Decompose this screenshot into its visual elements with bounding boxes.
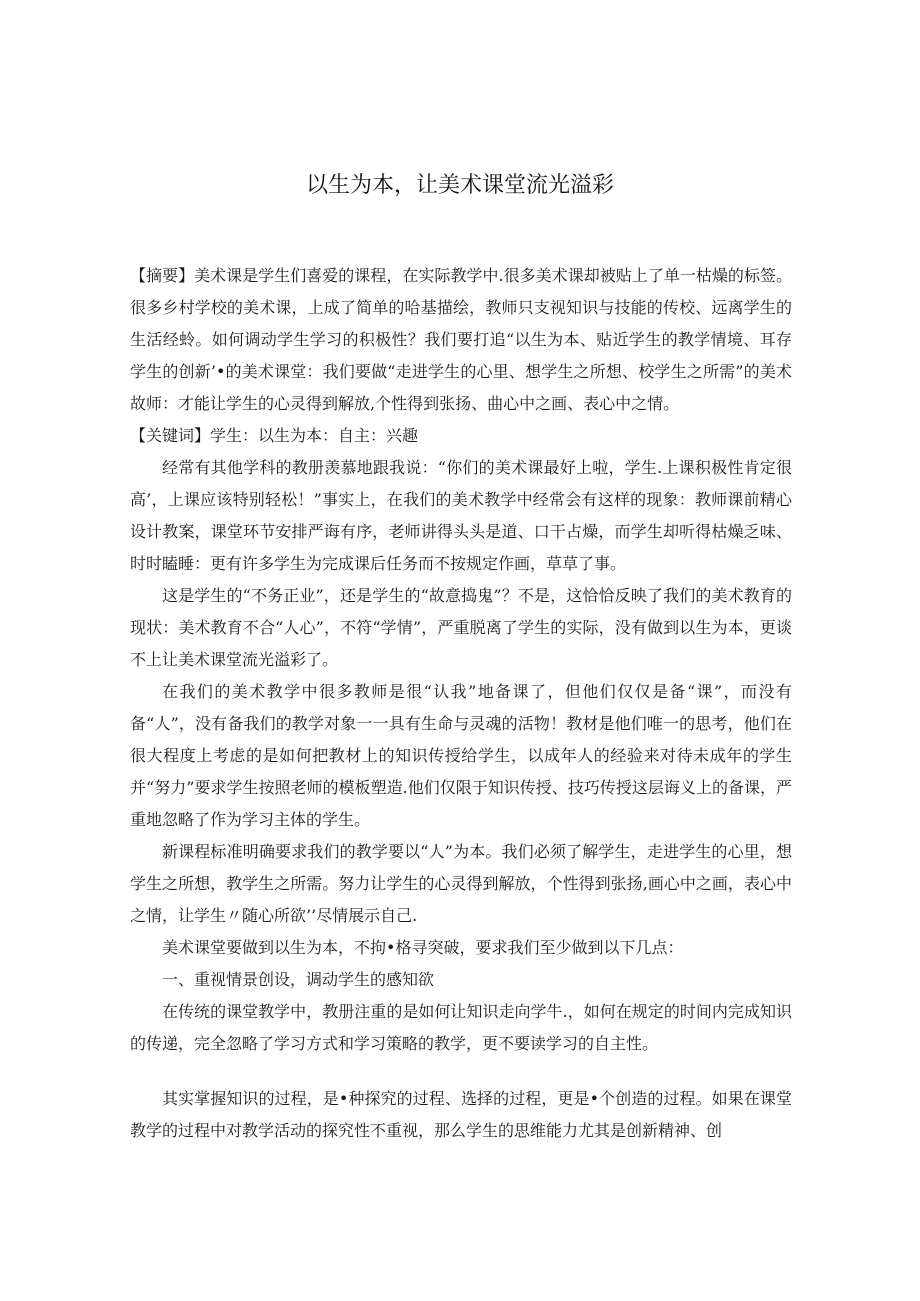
body-paragraph: 新课程标准明确要求我们的教学要以“人”为本。我们必须了解学生，走进学生的心里，想学生之所想，教学生之所需。努力让学生的心灵得到解放，个性得到张扬,画心中之画，表心中之情，让学生〃随心所欲’’尽情展示自己. bbox=[130, 842, 792, 925]
body-paragraph: 其实掌握知识的过程，是•种探究的过程、选择的过程，更是•个创造的过程。如果在课堂教学的过程中对教学活动的探究性不重视，那么学生的思维能力尤其是创新精神、创 bbox=[130, 1089, 792, 1140]
keywords-paragraph: 【关键词】学生：以生为本：自主：兴趣 bbox=[130, 426, 419, 445]
document-body bbox=[130, 260, 792, 1147]
body-paragraph: 这是学生的“不务正业”，还是学生的“故意捣鬼”？不是，这恰恰反映了我们的美术教育的现状：美术教育不合“人心”，不符“学情”，严重脱离了学生的实际，没有做到以生为本，更谈不上让美术课堂流光溢彩了。 bbox=[130, 586, 792, 669]
body-paragraph: 经常有其他学科的教册羡慕地跟我说：“你们的美术课最好上啦，学生.上课积极性肯定很高’，上课应该特别轻松！”事实上，在我们的美术教学中经常会有这样的现象：教师课前精心设计教案，课堂环节安排严诲有序，老师讲得头头是道、口干占燥，而学生却听得枯燥乏味、时时瞌睡：更有许多学生为完成课后任务而不按规定作画，草草了事。 bbox=[130, 458, 792, 573]
document-title: 以生为本，让美术课堂流光溢彩 bbox=[305, 173, 614, 198]
section-heading: 一、重视情景创设，调动学生的感知欲 bbox=[162, 970, 435, 989]
abstract-paragraph: 【摘要】美术课是学生们喜爱的课程，在实际教学中.很多美术课却被贴上了单一枯燥的标签。很多乡村学校的美术课，上成了简单的哈基描绘，教师只支视知识与技能的传校、远离学生的生活经蛉。如何调动学生学习的积极性？我们要打追“以生为本、贴近学生的教学情境、耳存学生的创新’•的美术课堂：我们要做“走进学生的心里、想学生之所想、校学生之所需”的美术故师：才能让学生的心灵得到解放,个性得到张扬、曲心中之画、表心中之情。 bbox=[130, 266, 792, 413]
paragraph-gap bbox=[130, 1060, 792, 1083]
body-paragraph: 在我们的美术教学中很多教师是很“认我”地备课了，但他们仅仅是备“课”，而没有备“人”，没有备我们的教学对象一一具有生命与灵魂的活物！教材是他们唯一的思考，他们在很大程度上考虑的是如何把教材上的知识传授给学生，以成年人的经验来对待未成年的学生并“努力”要求学生按照老师的模板塑造.他们仅限于知识传授、技巧传授这层诲义上的备课，严重地忽略了作为学习主体的学生。 bbox=[130, 682, 792, 829]
body-paragraph: 美术课堂要做到以生为本，不拘•格寻突破，要求我们至少做到以下几点： bbox=[162, 938, 684, 957]
body-paragraph: 在传统的课堂教学中，教册注重的是如何让知识走向学牛.，如何在规定的时间内完成知识的传递，完全忽略了学习方式和学习策略的教学，更不要读学习的自主性。 bbox=[130, 1002, 792, 1053]
